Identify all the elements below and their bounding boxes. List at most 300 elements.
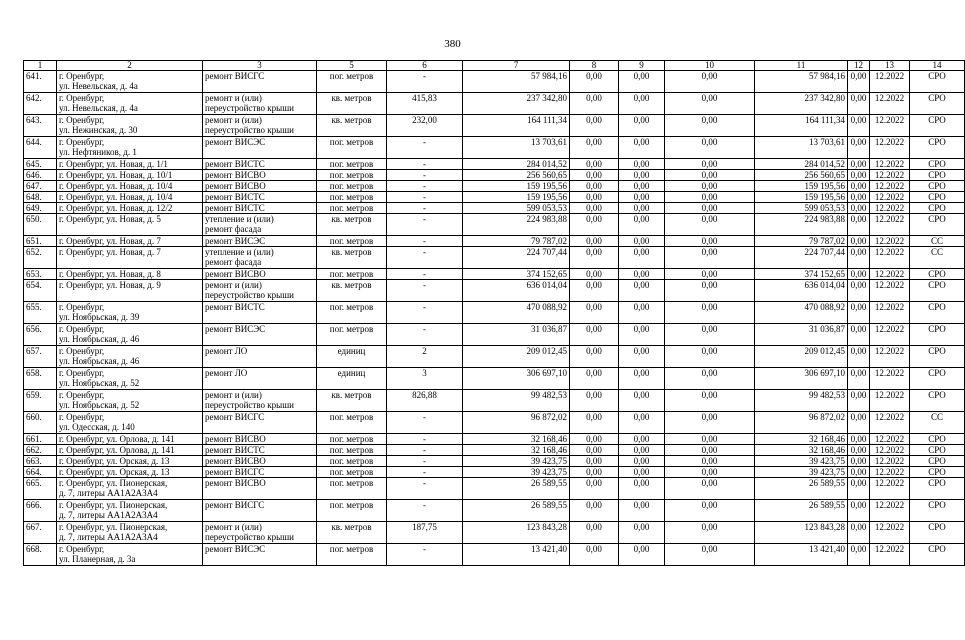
unit-cell: пог. метров (317, 324, 387, 346)
local-budget-cell: 0,00 (665, 456, 755, 467)
unit-cell: единиц (317, 368, 387, 390)
work-type-cell-line: ремонт фасада (205, 257, 262, 267)
table-row (24, 236, 965, 247)
work-type-cell-line: ремонт ВИСЭС (205, 236, 266, 246)
deadline-cell: 12.2022 (870, 456, 910, 467)
fund-cell: 0,00 (570, 71, 619, 93)
owners-funds-cell: 13 703,61 (755, 137, 848, 159)
work-type-cell (203, 236, 317, 247)
local-budget-cell: 0,00 (665, 170, 755, 181)
unit-cell: пог. метров (317, 170, 387, 181)
address-cell (57, 192, 203, 203)
work-type-cell-line: ремонт ВИСВО (205, 269, 266, 279)
volume-cell: - (387, 137, 463, 159)
address-cell-line: ул. Планерная, д. 3а (59, 554, 136, 564)
budget-cell: 0,00 (619, 247, 665, 269)
total-cost-cell: 256 560,65 (463, 170, 570, 181)
row-number: 655. (24, 302, 57, 324)
other-funds-cell: 0,00 (848, 522, 870, 544)
volume-cell: - (387, 247, 463, 269)
address-cell (57, 214, 203, 236)
work-type-cell-line: ремонт ВИСГС (205, 412, 265, 422)
column-header: 10 (665, 61, 755, 71)
volume-cell: - (387, 467, 463, 478)
unit-cell: пог. метров (317, 412, 387, 434)
address-cell-line: г. Оренбург, ул. Новая, д. 10/4 (59, 181, 173, 191)
row-number: 661. (24, 434, 57, 445)
deadline-cell: 12.2022 (870, 445, 910, 456)
other-funds-cell: 0,00 (848, 324, 870, 346)
total-cost-cell: 32 168,46 (463, 445, 570, 456)
address-cell-line: г. Оренбург, ул. Новая, д. 12/2 (59, 203, 173, 213)
owners-funds-cell: 237 342,80 (755, 93, 848, 115)
work-type-cell (203, 412, 317, 434)
budget-cell: 0,00 (619, 93, 665, 115)
row-number: 650. (24, 214, 57, 236)
address-cell-line: г. Оренбург, (59, 324, 105, 334)
total-cost-cell: 159 195,56 (463, 181, 570, 192)
address-cell (57, 390, 203, 412)
budget-cell: 0,00 (619, 456, 665, 467)
volume-cell: 415,83 (387, 93, 463, 115)
other-funds-cell: 0,00 (848, 456, 870, 467)
owners-funds-cell: 32 168,46 (755, 434, 848, 445)
address-cell-line: г. Оренбург, ул. Орлова, д. 141 (59, 445, 175, 455)
unit-cell: пог. метров (317, 236, 387, 247)
other-funds-cell: 0,00 (848, 159, 870, 170)
address-cell (57, 247, 203, 269)
address-cell (57, 522, 203, 544)
address-cell (57, 445, 203, 456)
address-cell-line: г. Оренбург, ул. Орская, д. 13 (59, 456, 170, 466)
work-type-cell-line: ремонт и (или) (205, 280, 262, 290)
address-cell-line: г. Оренбург, ул. Новая, д. 7 (59, 236, 161, 246)
method-cell: СРО (910, 269, 965, 280)
total-cost-cell: 79 787,02 (463, 236, 570, 247)
table-row (24, 280, 965, 302)
address-cell-line: ул. Ноябрьская, д. 46 (59, 356, 140, 366)
deadline-cell: 12.2022 (870, 324, 910, 346)
address-cell-line: ул. Нежинская, д. 30 (59, 125, 138, 135)
work-type-cell (203, 214, 317, 236)
address-cell-line: ул. Ноябрьская, д. 46 (59, 334, 140, 344)
column-header: 11 (755, 61, 848, 71)
other-funds-cell: 0,00 (848, 434, 870, 445)
work-type-cell (203, 93, 317, 115)
work-type-cell (203, 192, 317, 203)
local-budget-cell: 0,00 (665, 214, 755, 236)
work-type-cell (203, 478, 317, 500)
owners-funds-cell: 374 152,65 (755, 269, 848, 280)
local-budget-cell: 0,00 (665, 192, 755, 203)
work-type-cell (203, 434, 317, 445)
total-cost-cell: 31 036,87 (463, 324, 570, 346)
column-header: 7 (463, 61, 570, 71)
work-type-cell (203, 522, 317, 544)
work-type-cell-line: ремонт ВИСТС (205, 159, 265, 169)
unit-cell: пог. метров (317, 445, 387, 456)
row-number: 643. (24, 115, 57, 137)
work-type-cell (203, 324, 317, 346)
work-type-cell-line: ремонт и (или) (205, 115, 262, 125)
address-cell-line: г. Оренбург, ул. Пионерская, (59, 478, 168, 488)
unit-cell: пог. метров (317, 500, 387, 522)
table-row (24, 456, 965, 467)
address-cell (57, 478, 203, 500)
address-cell (57, 346, 203, 368)
total-cost-cell: 159 195,56 (463, 192, 570, 203)
work-type-cell (203, 302, 317, 324)
other-funds-cell: 0,00 (848, 236, 870, 247)
work-type-cell-line: ремонт ВИСГС (205, 467, 265, 477)
table-row (24, 247, 965, 269)
local-budget-cell: 0,00 (665, 478, 755, 500)
row-number: 654. (24, 280, 57, 302)
fund-cell: 0,00 (570, 137, 619, 159)
row-number: 644. (24, 137, 57, 159)
row-number: 646. (24, 170, 57, 181)
volume-cell: - (387, 302, 463, 324)
work-type-cell-line: переустройство крыши (205, 125, 294, 135)
other-funds-cell: 0,00 (848, 467, 870, 478)
deadline-cell: 12.2022 (870, 93, 910, 115)
work-type-cell (203, 544, 317, 566)
method-cell: СРО (910, 445, 965, 456)
total-cost-cell: 99 482,53 (463, 390, 570, 412)
owners-funds-cell: 96 872,02 (755, 412, 848, 434)
row-number: 642. (24, 93, 57, 115)
address-cell-line: ул. Невельская, д. 4а (59, 103, 138, 113)
volume-cell: 232,00 (387, 115, 463, 137)
deadline-cell: 12.2022 (870, 390, 910, 412)
local-budget-cell: 0,00 (665, 71, 755, 93)
column-header: 1 (24, 61, 57, 71)
budget-cell: 0,00 (619, 236, 665, 247)
address-cell-line: г. Оренбург, ул. Новая, д. 1/1 (59, 159, 168, 169)
unit-cell: кв. метров (317, 247, 387, 269)
method-cell: СРО (910, 214, 965, 236)
total-cost-cell: 224 983,88 (463, 214, 570, 236)
owners-funds-cell: 99 482,53 (755, 390, 848, 412)
local-budget-cell: 0,00 (665, 247, 755, 269)
local-budget-cell: 0,00 (665, 159, 755, 170)
total-cost-cell: 306 697,10 (463, 368, 570, 390)
unit-cell: пог. метров (317, 478, 387, 500)
address-cell-line: г. Оренбург, ул. Новая, д. 8 (59, 269, 161, 279)
work-type-cell-line: ремонт фасада (205, 224, 262, 234)
local-budget-cell: 0,00 (665, 203, 755, 214)
budget-cell: 0,00 (619, 115, 665, 137)
work-type-cell-line: ремонт ВИСВО (205, 434, 266, 444)
deadline-cell: 12.2022 (870, 269, 910, 280)
volume-cell: - (387, 478, 463, 500)
method-cell: СРО (910, 456, 965, 467)
column-header: 8 (570, 61, 619, 71)
address-cell-line: д. 7, литеры АА1А2А3А4 (59, 488, 158, 498)
other-funds-cell: 0,00 (848, 93, 870, 115)
budget-cell: 0,00 (619, 390, 665, 412)
budget-cell: 0,00 (619, 324, 665, 346)
work-type-cell-line: ремонт ВИСЭС (205, 324, 266, 334)
other-funds-cell: 0,00 (848, 302, 870, 324)
budget-cell: 0,00 (619, 346, 665, 368)
method-cell: СРО (910, 467, 965, 478)
column-header: 14 (910, 61, 965, 71)
owners-funds-cell: 13 421,40 (755, 544, 848, 566)
method-cell: СРО (910, 71, 965, 93)
budget-cell: 0,00 (619, 434, 665, 445)
method-cell: СРО (910, 324, 965, 346)
method-cell: СРО (910, 368, 965, 390)
work-type-cell (203, 467, 317, 478)
fund-cell: 0,00 (570, 214, 619, 236)
work-type-cell (203, 159, 317, 170)
work-type-cell (203, 368, 317, 390)
address-cell (57, 269, 203, 280)
budget-cell: 0,00 (619, 159, 665, 170)
table-row (24, 115, 965, 137)
address-cell-line: г. Оренбург, (59, 368, 105, 378)
fund-cell: 0,00 (570, 93, 619, 115)
work-type-cell (203, 346, 317, 368)
address-cell-line: г. Оренбург, (59, 93, 105, 103)
budget-cell: 0,00 (619, 71, 665, 93)
address-cell (57, 500, 203, 522)
unit-cell: кв. метров (317, 522, 387, 544)
work-type-cell-line: переустройство крыши (205, 290, 294, 300)
row-number: 657. (24, 346, 57, 368)
table-row (24, 390, 965, 412)
deadline-cell: 12.2022 (870, 368, 910, 390)
work-type-cell-line: ремонт ВИСВО (205, 181, 266, 191)
local-budget-cell: 0,00 (665, 467, 755, 478)
unit-cell: пог. метров (317, 544, 387, 566)
method-cell: СРО (910, 159, 965, 170)
work-type-cell-line: переустройство крыши (205, 103, 294, 113)
deadline-cell: 12.2022 (870, 137, 910, 159)
budget-cell: 0,00 (619, 280, 665, 302)
column-header: 6 (387, 61, 463, 71)
volume-cell: - (387, 269, 463, 280)
total-cost-cell: 224 707,44 (463, 247, 570, 269)
work-type-cell (203, 137, 317, 159)
deadline-cell: 12.2022 (870, 181, 910, 192)
total-cost-cell: 237 342,80 (463, 93, 570, 115)
address-cell (57, 137, 203, 159)
unit-cell: пог. метров (317, 302, 387, 324)
fund-cell: 0,00 (570, 236, 619, 247)
address-cell-line: г. Оренбург, (59, 390, 105, 400)
total-cost-cell: 599 053,53 (463, 203, 570, 214)
local-budget-cell: 0,00 (665, 368, 755, 390)
fund-cell: 0,00 (570, 115, 619, 137)
local-budget-cell: 0,00 (665, 115, 755, 137)
address-cell-line: г. Оренбург, ул. Орлова, д. 141 (59, 434, 175, 444)
table-row (24, 522, 965, 544)
unit-cell: кв. метров (317, 390, 387, 412)
fund-cell: 0,00 (570, 192, 619, 203)
works-table (23, 60, 965, 566)
budget-cell: 0,00 (619, 368, 665, 390)
owners-funds-cell: 26 589,55 (755, 500, 848, 522)
owners-funds-cell: 26 589,55 (755, 478, 848, 500)
volume-cell: - (387, 544, 463, 566)
address-cell-line: ул. Одесская, д. 140 (59, 422, 135, 432)
address-cell (57, 170, 203, 181)
total-cost-cell: 39 423,75 (463, 456, 570, 467)
table-row (24, 137, 965, 159)
work-type-cell (203, 280, 317, 302)
unit-cell: пог. метров (317, 137, 387, 159)
unit-cell: пог. метров (317, 159, 387, 170)
local-budget-cell: 0,00 (665, 269, 755, 280)
work-type-cell (203, 71, 317, 93)
budget-cell: 0,00 (619, 192, 665, 203)
work-type-cell-line: ремонт ВИСТС (205, 192, 265, 202)
owners-funds-cell: 39 423,75 (755, 456, 848, 467)
local-budget-cell: 0,00 (665, 280, 755, 302)
table-row (24, 93, 965, 115)
volume-cell: - (387, 412, 463, 434)
local-budget-cell: 0,00 (665, 390, 755, 412)
deadline-cell: 12.2022 (870, 71, 910, 93)
work-type-cell (203, 390, 317, 412)
row-number: 665. (24, 478, 57, 500)
fund-cell: 0,00 (570, 203, 619, 214)
address-cell (57, 412, 203, 434)
other-funds-cell: 0,00 (848, 544, 870, 566)
row-number: 649. (24, 203, 57, 214)
address-cell-line: ул. Невельская, д. 4а (59, 81, 138, 91)
volume-cell: 826,88 (387, 390, 463, 412)
total-cost-cell: 39 423,75 (463, 467, 570, 478)
total-cost-cell: 284 014,52 (463, 159, 570, 170)
table-row (24, 445, 965, 456)
local-budget-cell: 0,00 (665, 137, 755, 159)
row-number: 656. (24, 324, 57, 346)
row-number: 668. (24, 544, 57, 566)
address-cell-line: г. Оренбург, ул. Новая, д. 9 (59, 280, 161, 290)
unit-cell: пог. метров (317, 192, 387, 203)
owners-funds-cell: 57 984,16 (755, 71, 848, 93)
budget-cell: 0,00 (619, 544, 665, 566)
row-number: 663. (24, 456, 57, 467)
fund-cell: 0,00 (570, 181, 619, 192)
column-header: 9 (619, 61, 665, 71)
local-budget-cell: 0,00 (665, 522, 755, 544)
address-cell (57, 434, 203, 445)
volume-cell: - (387, 71, 463, 93)
column-header: 2 (57, 61, 203, 71)
budget-cell: 0,00 (619, 478, 665, 500)
work-type-cell (203, 203, 317, 214)
address-cell-line: г. Оренбург, (59, 71, 105, 81)
budget-cell: 0,00 (619, 445, 665, 456)
address-cell-line: г. Оренбург, (59, 137, 105, 147)
column-header: 5 (317, 61, 387, 71)
fund-cell: 0,00 (570, 467, 619, 478)
table-row (24, 467, 965, 478)
owners-funds-cell: 31 036,87 (755, 324, 848, 346)
total-cost-cell: 13 703,61 (463, 137, 570, 159)
owners-funds-cell: 123 843,28 (755, 522, 848, 544)
other-funds-cell: 0,00 (848, 71, 870, 93)
fund-cell: 0,00 (570, 522, 619, 544)
owners-funds-cell: 284 014,52 (755, 159, 848, 170)
owners-funds-cell: 224 707,44 (755, 247, 848, 269)
table-row (24, 192, 965, 203)
work-type-cell (203, 170, 317, 181)
total-cost-cell: 32 168,46 (463, 434, 570, 445)
other-funds-cell: 0,00 (848, 192, 870, 203)
table-row (24, 71, 965, 93)
total-cost-cell: 57 984,16 (463, 71, 570, 93)
work-type-cell (203, 247, 317, 269)
fund-cell: 0,00 (570, 170, 619, 181)
volume-cell: 3 (387, 368, 463, 390)
budget-cell: 0,00 (619, 302, 665, 324)
budget-cell: 0,00 (619, 269, 665, 280)
address-cell-line: г. Оренбург, (59, 346, 105, 356)
work-type-cell-line: ремонт ВИСВО (205, 478, 266, 488)
total-cost-cell: 374 152,65 (463, 269, 570, 280)
table-row (24, 159, 965, 170)
volume-cell: - (387, 280, 463, 302)
column-header: 12 (848, 61, 870, 71)
table-row (24, 544, 965, 566)
owners-funds-cell: 636 014,04 (755, 280, 848, 302)
local-budget-cell: 0,00 (665, 324, 755, 346)
row-number: 651. (24, 236, 57, 247)
other-funds-cell: 0,00 (848, 412, 870, 434)
method-cell: СРО (910, 390, 965, 412)
address-cell-line: г. Оренбург, ул. Пионерская, (59, 500, 168, 510)
other-funds-cell: 0,00 (848, 478, 870, 500)
deadline-cell: 12.2022 (870, 434, 910, 445)
method-cell: СРО (910, 478, 965, 500)
fund-cell: 0,00 (570, 478, 619, 500)
unit-cell: пог. метров (317, 203, 387, 214)
owners-funds-cell: 470 088,92 (755, 302, 848, 324)
row-number: 667. (24, 522, 57, 544)
volume-cell: - (387, 192, 463, 203)
work-type-cell (203, 500, 317, 522)
budget-cell: 0,00 (619, 412, 665, 434)
address-cell (57, 368, 203, 390)
work-type-cell (203, 269, 317, 280)
address-cell (57, 456, 203, 467)
fund-cell: 0,00 (570, 544, 619, 566)
table-row (24, 412, 965, 434)
fund-cell: 0,00 (570, 368, 619, 390)
unit-cell: единиц (317, 346, 387, 368)
method-cell: СС (910, 412, 965, 434)
address-cell (57, 302, 203, 324)
table-row (24, 324, 965, 346)
work-type-cell-line: ремонт и (или) (205, 522, 262, 532)
budget-cell: 0,00 (619, 137, 665, 159)
method-cell: СРО (910, 192, 965, 203)
owners-funds-cell: 79 787,02 (755, 236, 848, 247)
other-funds-cell: 0,00 (848, 137, 870, 159)
table-row (24, 269, 965, 280)
address-cell (57, 467, 203, 478)
row-number: 653. (24, 269, 57, 280)
fund-cell: 0,00 (570, 346, 619, 368)
address-cell (57, 280, 203, 302)
owners-funds-cell: 164 111,34 (755, 115, 848, 137)
fund-cell: 0,00 (570, 434, 619, 445)
